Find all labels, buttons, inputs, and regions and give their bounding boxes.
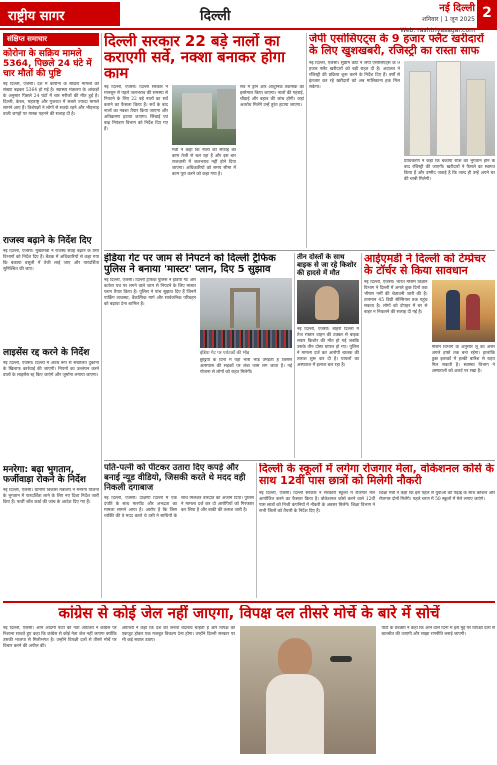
sidebar <box>3 33 99 598</box>
story-congress-body-1: नई दिल्ली, एजेंसी। आम आदमी पार्टी की नेता आतिशी ने कांग्रेस पर निशाना साधते हुए कहा कि कांग्रेस से कोई नेता जेल नहीं जाएगा क्योंकि उसकी भाजपा से मिलीभगत है। उन्होंने विपक्षी दलों से तीसरे मोर्चे पर विचार करने की अपील की। <box>3 626 117 649</box>
paper-title: नई दिल्ली <box>439 3 475 14</box>
story-imd-heat <box>364 253 495 458</box>
story-school-body-2: शिक्षा मंत्री ने कहा कि इस पहल से युवाओं को पढ़ाई के साथ कौशल और रोजगार दोनों मिलेंगे। पहले चरण में 50 स्कूलों में मेले लगाए जाएंगे। <box>379 491 495 502</box>
india-gate-caption: इंडिया गेट पर पर्यटकों की भीड़ <box>200 351 250 356</box>
heat-photo <box>432 280 496 342</box>
story-jp-body-1: नई दिल्ली, एजेंसी। सुप्रीम कोर्ट ने जेपी एसोसिएट्स के 9 हजार फ्लैट खरीदारों को बड़ी राहत दी है। अदालत ने रजिस्ट्री की प्रक्रिया शुरू करने के निर्देश दिए हैं। वर्षों से इंतजार कर रहे खरीदारों को अब मालिकाना हक मिल सकेगा। <box>309 61 400 90</box>
story-jp-headline: जेपी एसोसिएट्स के 9 हजार फ्लैट खरीदारों के लिए खुशखबरी, रजिस्ट्री का रास्ता साफ <box>309 33 484 57</box>
story-congress-body-2: आतिशी ने कहा कि देश की जनता बदलाव चाहती है और विपक्ष को एकजुट होकर एक मजबूत विकल्प देना होगा। उन्होंने दिल्ली सरकार पर भी कई सवाल उठाए। <box>121 626 236 643</box>
story-drains-survey <box>104 33 304 248</box>
story-couple-body: नई दिल्ली, एजेंसी। दक्षिणी दिल्ली में एक दंपति के साथ मारपीट और अभद्रता का मामला सामने आया है। आरोप है कि जिस व्यक्ति की वे मदद करते थे उसी ने साथियों के साथ मिलकर वारदात को अंजाम दिया। पुलिस ने मामला दर्ज कर दो आरोपियों को गिरफ्तार कर लिया है और बाकी की तलाश जारी है। <box>104 496 254 519</box>
sidebar-body-3: नई दिल्ली, एजेंसी। दिल्ली में अवैध रूप से संचालित दुकानों के खिलाफ कार्रवाई की जाएगी। नियमों का उल्लंघन करने वालों के लाइसेंस रद्द किए जाएंगे और जुर्माना लगाया जाएगा। <box>3 361 99 378</box>
accident-photo <box>297 280 359 324</box>
sidebar-headline-2: राजस्व बढ़ाने के निर्देश दिए <box>3 236 92 246</box>
sidebar-tag: संक्षिप्त समाचार <box>3 33 99 46</box>
story-imd-body-1: नई दिल्ली, एजेंसी। भारत मौसम विज्ञान विभाग ने दिल्ली में अगले कुछ दिनों तक भीषण गर्मी की चेतावनी जारी की है। तापमान 45 डिग्री सेल्सियस तक पहुंच सकता है। लोगों को दोपहर में घर से बाहर न निकलने की सलाह दी गई है। <box>364 280 428 315</box>
story-jp-flats <box>309 33 495 248</box>
drain-photo <box>172 85 236 145</box>
story-drains-body-1: नई दिल्ली, एजेंसी। दिल्ली सरकार ने मानसून से पहले जलभराव की समस्या से निपटने के लिए 22 बड़े नालों का सर्वे कराने का फैसला किया है। सर्वे के बाद नालों का नक्शा तैयार किया जाएगा और अतिक्रमण हटाया जाएगा। सिंचाई एवं बाढ़ नियंत्रण विभाग को निर्देश दिए गए हैं। <box>104 85 168 132</box>
story-couple-assault <box>104 463 254 598</box>
story-drains-body-3: सर्वे में ड्रोन और आधुनिक तकनीक का इस्तेमाल किया जाएगा। नालों की गहराई, चौड़ाई और बहाव की जांच होगी। जहां अवरोध मिलेंगे उन्हें तुरंत हटाया जाएगा। <box>240 85 304 108</box>
paper-name <box>400 3 475 36</box>
edition-title: दिल्ली <box>200 8 231 24</box>
story-congress-body-3: पार्टी के प्रवक्ता ने कहा कि आने वाले दिनों में इस मुद्दे पर विपक्षी दलों से बातचीत की जाएगी और साझा रणनीति बनाई जाएगी। <box>381 626 495 637</box>
sidebar-body-4: नई दिल्ली, एजेंसी। ग्रामीण विकास मंत्रालय ने मनरेगा योजना के भुगतान में पारदर्शिता लाने के लिए नए दिशा निर्देश जारी किए हैं। फर्जी जॉब कार्ड की जांच के आदेश दिए गए हैं। <box>3 488 99 505</box>
story-india-gate-body-2: छुट्टियों के दिनों में यहां भारी भीड़ उमड़ती है जिससे आसपास की सड़कों पर लंबा जाम लग जाता है। नई योजना से लोगों को राहत मिलेगी। <box>200 358 292 375</box>
story-india-gate-body-1: नई दिल्ली, एजेंसी। दिल्ली ट्रैफिक पुलिस ने इंडिया गेट और कर्तव्य पथ पर लगने वाले जाम से निपटने के लिए मास्टर प्लान तैयार किया है। पुलिस ने पांच सुझाव दिए हैं जिनमें पार्किंग व्यवस्था, वैकल्पिक मार्ग और सार्वजनिक परिवहन को बढ़ावा देना शामिल है। <box>104 278 196 307</box>
story-school-body-1: नई दिल्ली, एजेंसी। दिल्ली सरकार ने सरकारी स्कूलों में रोजगार मेले आयोजित करने का फैसला किया है। वोकेशनल कोर्स करने वाले 12वीं पास छात्रों को निजी कंपनियों में नौकरी के अवसर मिलेंगे। शिक्षा विभाग ने सभी जिलों को तैयारी के निर्देश दिए हैं। <box>259 491 375 514</box>
story-india-gate-headline: इंडिया गेट पर जाम से निपटने को दिल्ली ट्रैफिक पुलिस ने बनाया 'मास्टर' प्लान, दिए 5 सुझाव <box>104 253 276 275</box>
sidebar-headline-1: कोरोना के सक्रिय मामले 5364, पिछले 24 घंटे में चार मौतों की पुष्टि <box>3 49 92 79</box>
date-line: शनिवार | 1 जून 2025 <box>422 16 475 23</box>
story-imd-headline: आईएमडी ने दिल्ली को टेम्प्रेचर के टॉर्चर से किया सावधान <box>364 253 486 277</box>
india-gate-photo <box>200 278 292 348</box>
story-congress <box>3 605 495 763</box>
story-congress-headline: कांग्रेस से कोई जेल नहीं जाएगा, विपक्ष दल तीसरे मोर्चे के बारे में सोचें <box>58 605 440 622</box>
masthead <box>0 0 497 34</box>
web-url[interactable]: Web: rashtriyasagar.com <box>400 27 475 34</box>
page-number: 2 <box>477 0 497 28</box>
story-drains-body-2: मंत्री ने कहा कि नालों की सफाई का काम तेजी से चल रहा है और इस बार राजधानी में जलभराव नहीं होने दिया जाएगा। अधिकारियों को समय सीमा में काम पूरा करने को कहा गया है। <box>172 148 236 177</box>
story-drains-headline: दिल्ली सरकार 22 बड़े नालों का कराएगी सर्वे, नक्शा बनाकर होगा काम <box>104 33 285 82</box>
section-title: राष्ट्रीय सागर <box>0 2 120 26</box>
sidebar-headline-4: मनरेगा: बढ़ा भुगतान, फर्जीवाड़ा रोकने के निर्देश <box>3 465 86 485</box>
story-accident-headline: तीन दोस्तों के साथ बाइक से जा रहे किशोर की हादसे में मौत <box>297 253 357 277</box>
sidebar-body-2: नई दिल्ली, एजेंसी। मुख्यमंत्री ने राजस्व संग्रह बढ़ाने के लिए विभागों को निर्देश दिए हैं। बैठक में अधिकारियों से कहा गया कि बकाया वसूली में तेजी लाई जाए और पारदर्शिता सुनिश्चित की जाए। <box>3 249 99 272</box>
story-bike-accident <box>297 253 359 458</box>
story-jp-body-2: प्राधिकरण ने कहा कि बकाया राशि का भुगतान होने के बाद रजिस्ट्री की जाएगी। खरीदारों ने फैसले का स्वागत किया है और उम्मीद जताई है कि जल्द ही उन्हें अपने घर की चाबी मिलेगी। <box>404 159 495 182</box>
sidebar-headline-3: लाइसेंस रद्द करने के निर्देश <box>3 348 90 358</box>
sidebar-body-1: नई दिल्ली, एजेंसी। देश में कोरोना के सक्रिय मामलों की संख्या बढ़कर 5364 हो गई है। स्वास्थ्य मंत्रालय के आंकड़ों के अनुसार पिछले 24 घंटों में चार मरीजों की मौत हुई है। दिल्ली, केरल, महाराष्ट्र और गुजरात में सबसे ज्यादा मामले सामने आए हैं। विशेषज्ञों ने लोगों से सतर्क रहने और भीड़भाड़ वाली जगहों पर मास्क पहनने की सलाह दी है। <box>3 82 99 117</box>
atishi-photo <box>240 626 376 754</box>
flats-photo <box>404 61 495 156</box>
story-imd-body-2: मौसम विभाग के अनुसार लू का असर अगले हफ्ते तक बना रहेगा। हालांकि कुछ इलाकों में हल्की बारिश से राहत मिल सकती है। स्वास्थ्य विभाग ने अस्पतालों को अलर्ट पर रखा है। <box>431 345 495 374</box>
story-india-gate <box>104 253 292 458</box>
story-school-job-fair <box>259 463 495 598</box>
story-school-headline: दिल्ली के स्कूलों में लगेगा रोजगार मेला, वोकेशनल कोर्स के साथ 12वीं पास छात्रों को मिलेगी नौकरी <box>259 463 494 487</box>
story-couple-headline: पति-पत्नी को पीटकर उतारा दिए कपड़े और बनाई न्यूड वीडियो, जिसकी करते थे मदद वही निकली दगाबाज <box>104 463 246 493</box>
story-accident-body: नई दिल्ली, एजेंसी। बाहरी दिल्ली में तेज रफ्तार वाहन की टक्कर से बाइक सवार किशोर की मौत हो गई जबकि उसके तीन दोस्त घायल हो गए। पुलिस ने मामला दर्ज कर आरोपी चालक की तलाश शुरू कर दी है। घायलों का अस्पताल में इलाज चल रहा है। <box>297 327 359 368</box>
